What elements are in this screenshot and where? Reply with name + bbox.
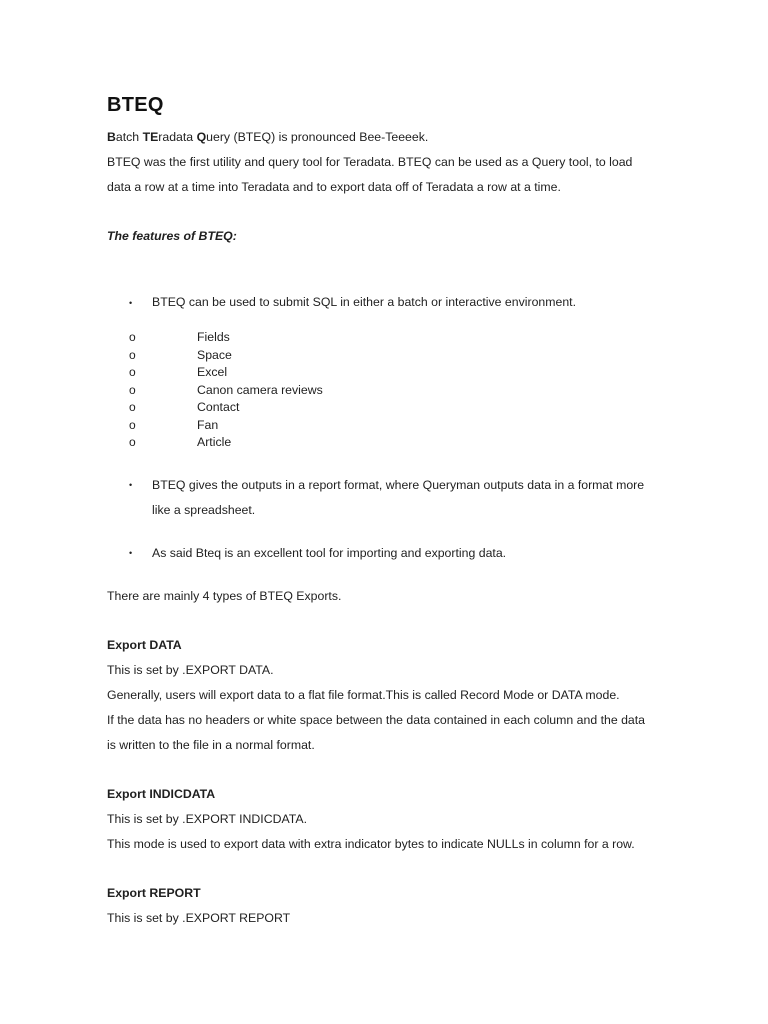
sub-item: Excel [197, 365, 228, 379]
export-indicdata-line-1: This is set by .EXPORT INDICDATA. [107, 812, 307, 826]
sub-item: Fan [197, 418, 219, 432]
export-data-line-3: If the data has no headers or white space between the data contained in each column and the data [107, 713, 646, 727]
bullet-item-1: BTEQ can be used to submit SQL in either a batch or interactive environment. [152, 295, 577, 309]
bullet-item-2: BTEQ gives the outputs in a report format, where Queryman outputs data in a format more [152, 478, 645, 492]
features-heading: The features of BTEQ: [107, 229, 237, 243]
export-indicdata-line-2: This mode is used to export data with extra indicator bytes to indicate NULLs in column for a row. [107, 837, 635, 851]
sub-item: Article [197, 435, 232, 449]
exports-intro: There are mainly 4 types of BTEQ Exports. [107, 589, 342, 603]
sub-item: Canon camera reviews [197, 383, 323, 397]
export-indicdata-heading: Export INDICDATA [107, 787, 216, 801]
export-data-heading: Export DATA [107, 638, 182, 652]
sub-item: Contact [197, 400, 240, 414]
export-data-line-2: Generally, users will export data to a flat file format.This is called Record Mode or DATA mode. [107, 688, 620, 702]
sub-item: Fields [197, 330, 230, 344]
bullet-icon: • [129, 480, 133, 490]
bullet-item-3: As said Bteq is an excellent tool for importing and exporting data. [152, 546, 507, 560]
intro-line-2: BTEQ was the first utility and query tool for Teradata. BTEQ can be used as a Query tool, to load [107, 155, 633, 169]
circle-bullet-icon: o [129, 400, 136, 414]
page-title: BTEQ [107, 94, 164, 116]
export-data-line-1: This is set by .EXPORT DATA. [107, 663, 274, 677]
circle-bullet-icon: o [129, 348, 136, 362]
export-report-heading: Export REPORT [107, 886, 201, 900]
export-report-line-1: This is set by .EXPORT REPORT [107, 911, 291, 925]
intro-line-1: Batch TEradata Query (BTEQ) is pronounced Bee-Teeeek. [107, 130, 429, 144]
bullet-item-2-cont: like a spreadsheet. [152, 503, 256, 517]
bullet-icon: • [129, 298, 133, 308]
export-data-line-4: is written to the file in a normal format. [107, 738, 315, 752]
circle-bullet-icon: o [129, 365, 136, 379]
bullet-icon: • [129, 548, 133, 558]
circle-bullet-icon: o [129, 418, 136, 432]
circle-bullet-icon: o [129, 435, 136, 449]
circle-bullet-icon: o [129, 330, 136, 344]
intro-line-3: data a row at a time into Teradata and to export data off of Teradata a row at a time. [107, 180, 561, 194]
sub-item: Space [197, 348, 232, 362]
circle-bullet-icon: o [129, 383, 136, 397]
